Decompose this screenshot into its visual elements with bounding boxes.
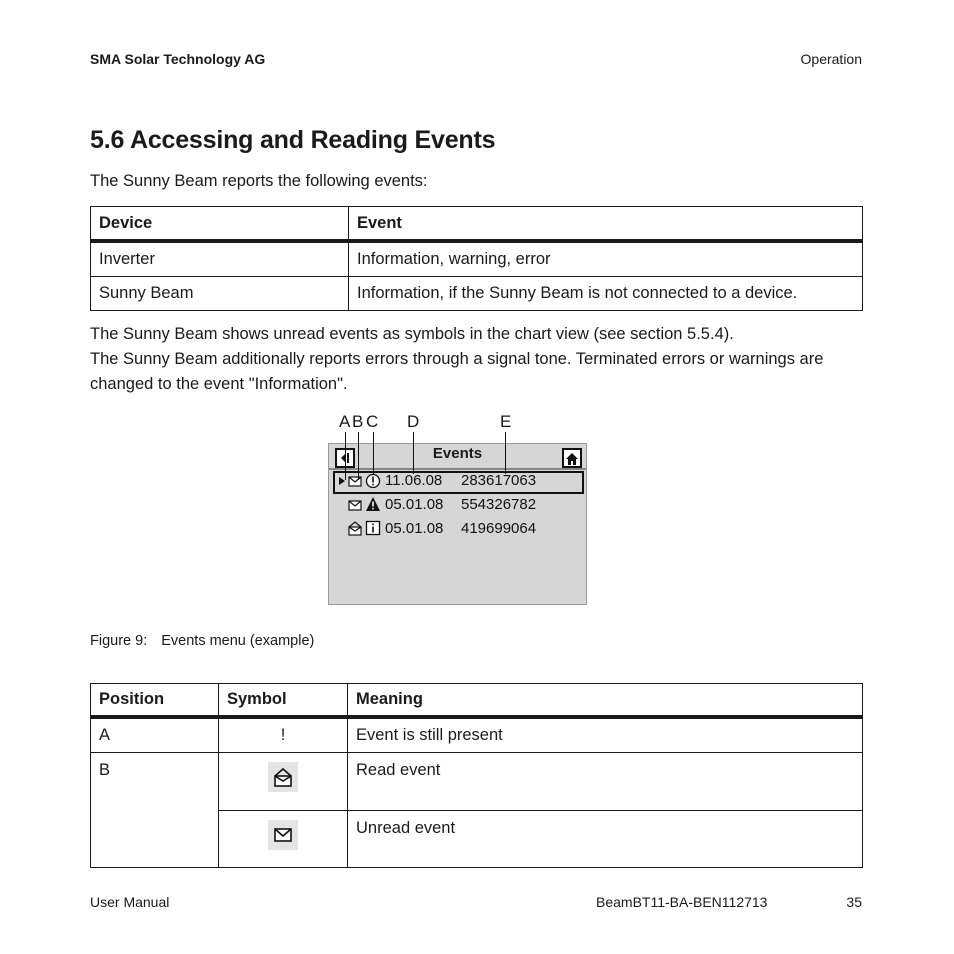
footer-manual: User Manual (90, 894, 170, 910)
cell-meaning: Event is still present (348, 717, 863, 753)
read-envelope-icon (348, 520, 362, 536)
device-screen (328, 443, 587, 605)
unread-event-icon (268, 820, 298, 850)
callout-d: D (407, 412, 420, 431)
callout-c: C (366, 412, 379, 431)
col-header-meaning: Meaning (348, 684, 863, 718)
caption-label: Figure 9: (90, 633, 148, 649)
unread-envelope-icon (348, 475, 362, 487)
cell-position: A (91, 717, 219, 753)
cursor-arrow-icon (338, 476, 346, 486)
cell-event: Information, warning, error (349, 241, 863, 277)
event-date: 11.06.08 (385, 472, 443, 489)
cell-device: Inverter (91, 241, 349, 277)
cell-symbol (219, 811, 348, 868)
cell-device: Sunny Beam (91, 277, 349, 311)
table-row (91, 753, 863, 811)
warning-icon (365, 496, 381, 512)
col-header-position: Position (91, 684, 219, 718)
event-value: 419699064 (461, 520, 537, 537)
event-value: 283617063 (461, 472, 537, 489)
unread-envelope-icon (348, 499, 362, 511)
events-table (90, 206, 863, 311)
footer-doc-id: BeamBT11-BA-BEN112713 (596, 894, 768, 910)
page-title: 5.6 Accessing and Reading Events (90, 126, 496, 154)
table-row (91, 241, 863, 277)
table-row (91, 717, 863, 753)
cell-meaning: Unread event (348, 811, 863, 868)
paragraph-2-line-1: The Sunny Beam additionally reports errors through a signal tone. Terminated errors or warnings are (90, 350, 824, 368)
callout-b: B (352, 412, 364, 431)
event-date: 05.01.08 (385, 520, 444, 537)
cell-event: Information, if the Sunny Beam is not connected to a device. (349, 277, 863, 311)
cell-symbol: ! (219, 717, 348, 753)
header-section: Operation (800, 51, 862, 67)
event-date: 05.01.08 (385, 496, 444, 513)
col-header-event: Event (349, 207, 863, 242)
col-header-symbol: Symbol (219, 684, 348, 718)
caption-text: Events menu (example) (161, 633, 315, 649)
header-company: SMA Solar Technology AG (90, 51, 266, 67)
paragraph-1: The Sunny Beam shows unread events as symbols in the chart view (see section 5.5.4). (90, 325, 734, 343)
error-icon (365, 473, 381, 489)
intro-text: The Sunny Beam reports the following events: (90, 172, 428, 190)
col-header-device: Device (91, 207, 349, 242)
info-icon (365, 520, 381, 536)
home-icon (562, 448, 582, 468)
figure-caption (90, 633, 314, 649)
paragraph-2-line-2: changed to the event "Information". (90, 375, 348, 393)
footer-page-number: 35 (846, 894, 862, 910)
read-event-icon (268, 762, 298, 792)
event-value: 554326782 (461, 496, 537, 513)
cell-meaning: Read event (348, 753, 863, 811)
symbol-meaning-table (90, 683, 863, 868)
table-row (91, 277, 863, 311)
cell-position: B (91, 753, 219, 868)
screen-title: Events (432, 445, 483, 462)
callout-e: E (500, 412, 512, 431)
callout-a: A (339, 412, 351, 431)
cell-symbol (219, 753, 348, 811)
